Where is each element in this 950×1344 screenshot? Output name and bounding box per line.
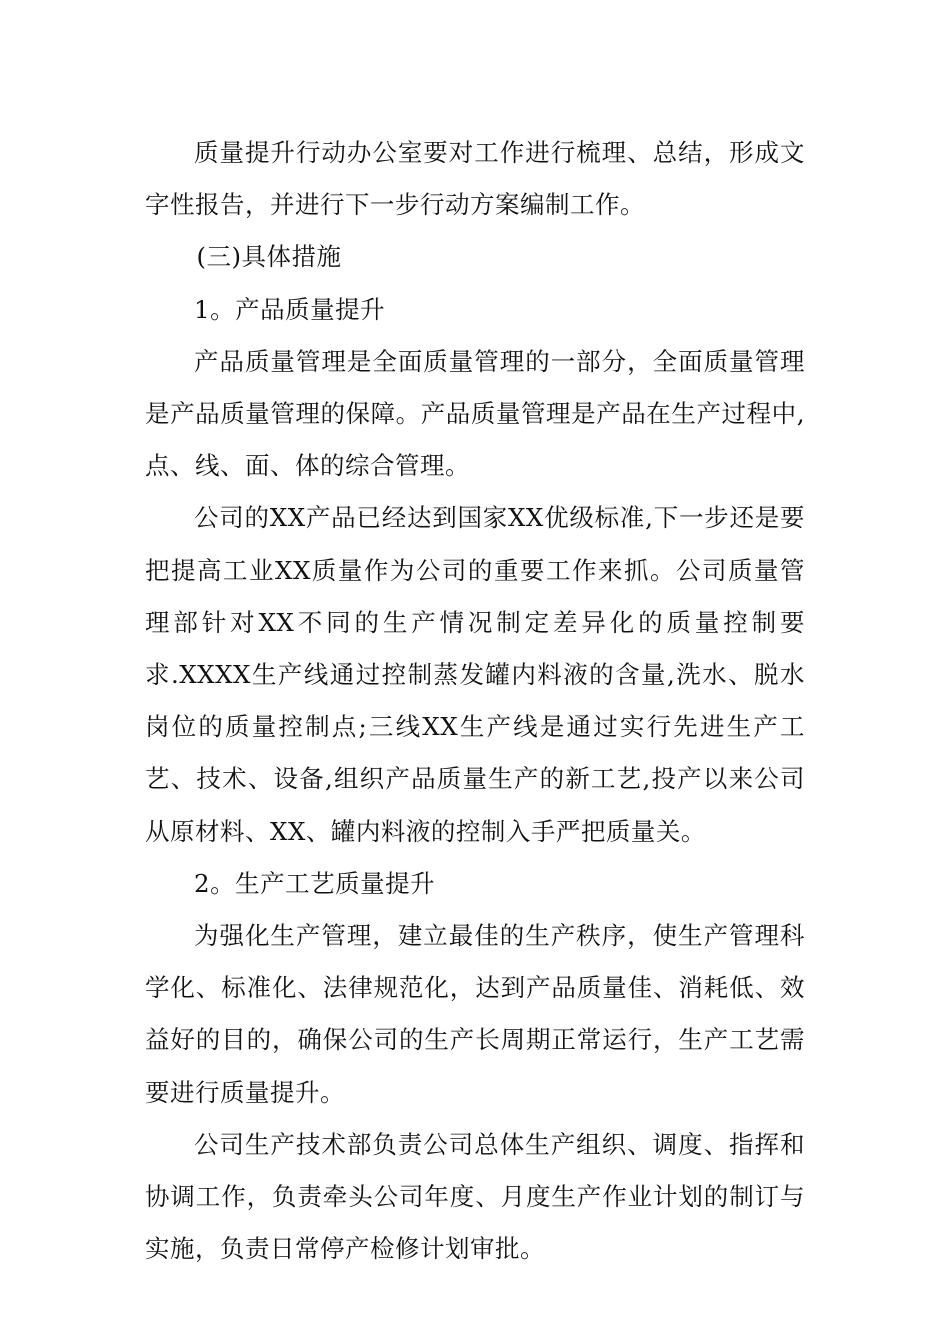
paragraph-technical-department: 公司生产技术部负责公司总体生产组织、调度、指挥和协调工作，负责牵头公司年度、月度生产作业计划的制订与实施，负责日常停产检修计划审批。 bbox=[145, 1129, 805, 1264]
section-heading-measures: (三)具体措施 bbox=[196, 242, 342, 272]
paragraph-production-management: 为强化生产管理，建立最佳的生产秩序，使生产管理科学化、标准化、法律规范化，达到产品质量佳、消耗低、效益好的目的，确保公司的生产长周期正常运行，生产工艺需要进行质量提升。 bbox=[145, 921, 805, 1107]
paragraph-product-quality-management: 产品质量管理是全面质量管理的一部分，全面质量管理是产品质量管理的保障。产品质量管理是产品在生产过程中,点、线、面、体的综合管理。 bbox=[145, 346, 805, 481]
document-page bbox=[145, 127, 805, 1275]
paragraph-summary-report: 质量提升行动办公室要对工作进行梳理、总结，形成文字性报告，并进行下一步行动方案编制工作。 bbox=[145, 138, 805, 220]
paragraph-company-products: 公司的XX产品已经达到国家XX优级标准,下一步还是要把提高工业XX质量作为公司的重要工作来抓。公司质量管理部针对XX不同的生产情况制定差异化的质量控制要求.XXXX生产线通过控制蒸发罐内料液的含量,洗水、脱水岗位的质量控制点;三线XX生产线是通过实行先进生产工艺、技术、设备,组织产品质量生产的新工艺,投产以来公司从原材料、XX、罐内料液的控制入手严把质量关。 bbox=[145, 503, 805, 846]
subheading-process-quality: 2。生产工艺质量提升 bbox=[194, 868, 436, 898]
subheading-product-quality: 1。产品质量提升 bbox=[194, 294, 386, 324]
